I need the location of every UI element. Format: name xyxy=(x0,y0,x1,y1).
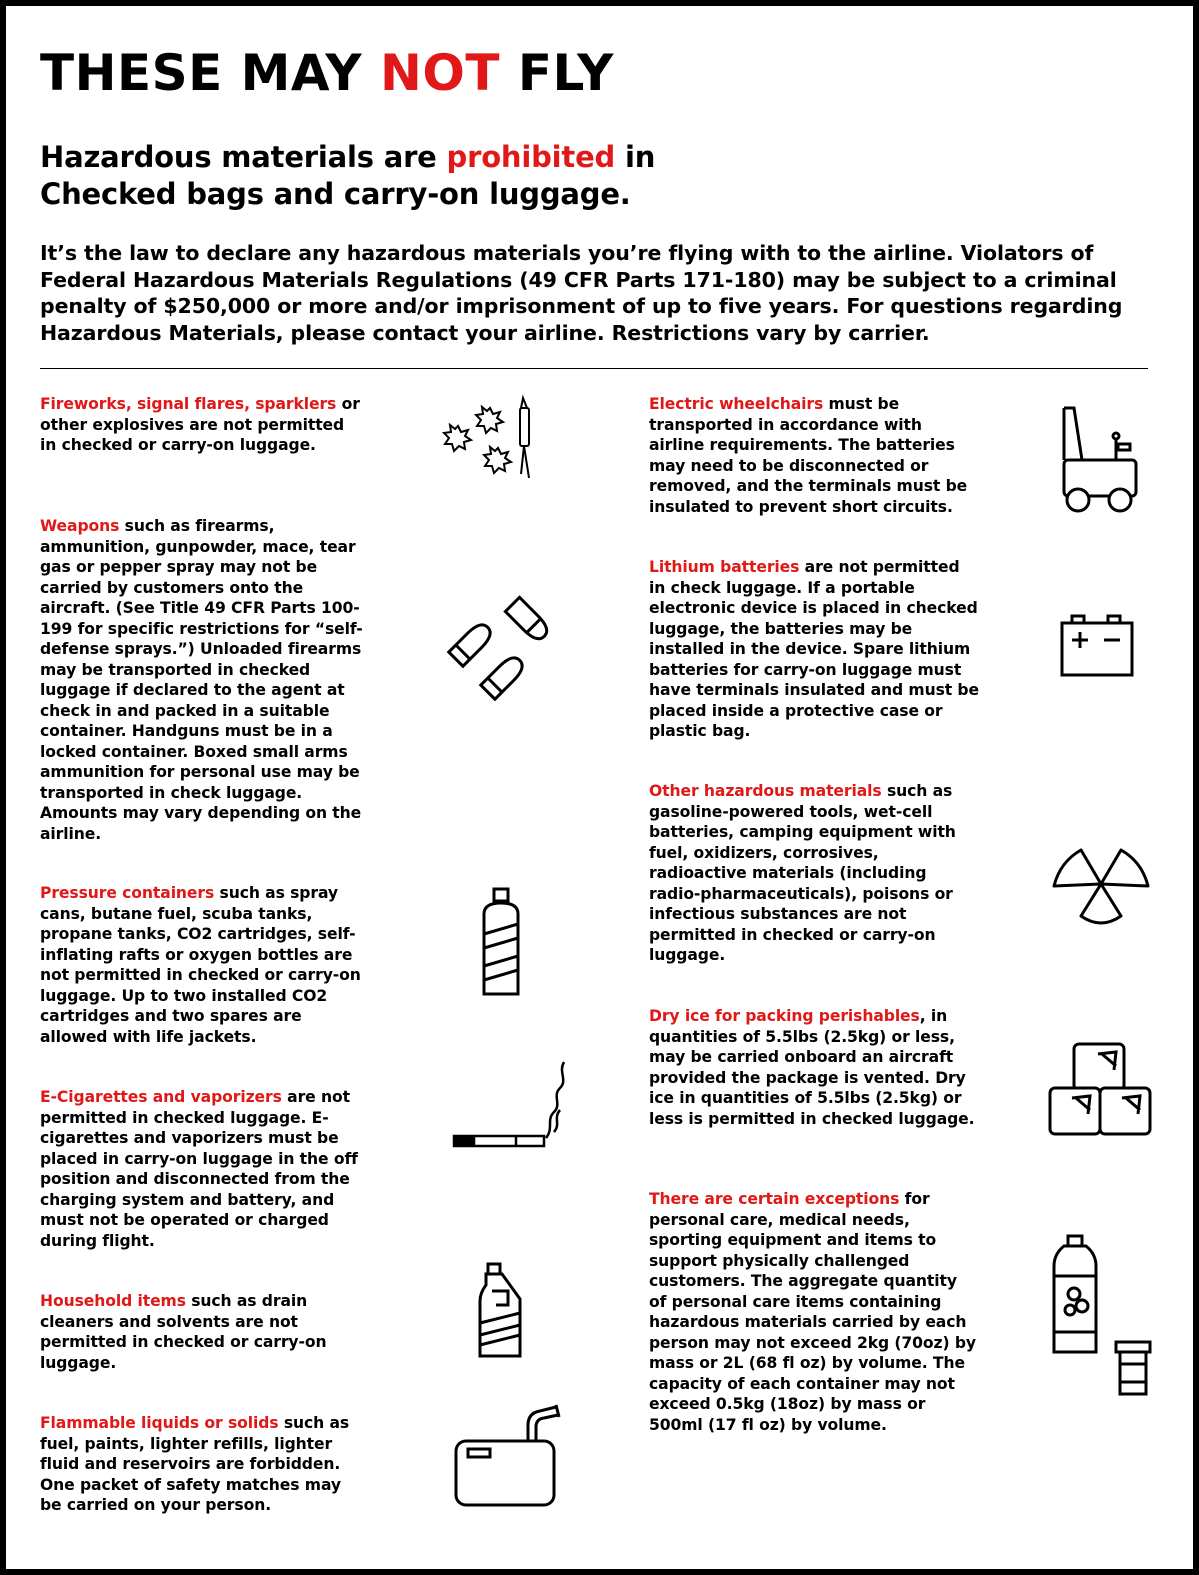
medicine-bottles-icon xyxy=(1044,1232,1154,1397)
ice-cubes-icon xyxy=(1044,1040,1154,1144)
e-cigarette-icon xyxy=(446,1058,576,1153)
item-text: are not permitted in check luggage. If a portable electronic device is placed in checked luggage, the batteries may be installed in the device. Spare lithium batteries for carry-on luggage must have terminals insulated and must be placed inside a protective case or plastic bag. xyxy=(649,558,979,740)
fuel-can-icon xyxy=(448,1401,568,1516)
battery-icon xyxy=(1054,612,1140,682)
divider xyxy=(40,368,1148,369)
cleaner-bottle-icon xyxy=(472,1261,532,1361)
item-household xyxy=(40,1291,365,1373)
item-lead: Fireworks, signal flares, sparklers xyxy=(40,395,337,413)
intro-paragraph: It’s the law to declare any hazardous materials you’re flying with to the airline. Violators of Federal Hazardous Materials Regulations (49 CFR Parts 171-180) may be subject to a criminal penalty of $250,000 or more and/or imprisonment of up to five years. For questions regarding Hazardous Materials, please contact your airline. Restrictions vary by carrier. xyxy=(40,241,1123,345)
item-text: or other explosives are not permitted in checked or carry-on luggage. xyxy=(40,395,360,454)
item-text: such as drain cleaners and solvents are not permitted in checked or carry-on luggage. xyxy=(40,1292,327,1372)
item-lead: Flammable liquids or solids xyxy=(40,1414,279,1432)
item-lead: There are certain exceptions xyxy=(649,1190,900,1208)
item-text: such as fuel, paints, lighter refills, lighter fluid and reservoirs are forbidden. One packet of safety matches may be carried on your person. xyxy=(40,1414,350,1514)
subtitle-line-2: Checked bags and carry-on luggage. xyxy=(40,177,631,211)
item-exceptions xyxy=(649,1189,979,1435)
subtitle-part-3: in xyxy=(615,140,656,174)
item-lead: Lithium batteries xyxy=(649,558,800,576)
item-lead: Household items xyxy=(40,1292,186,1310)
item-weapons xyxy=(40,516,365,844)
item-text: such as firearms, ammunition, gunpowder, mace, tear gas or pepper spray may not be carried by customers onto the aircraft. (See Title 49 CFR Parts 100-199 for specific restrictions for “self-defense sprays.”) Unloaded firearms may be transported in checked luggage if declared to the agent at check in and packed in a suitable container. Handguns must be in a locked container. Boxed small arms ammunition for personal use may be transported in check luggage. Amounts may vary depending on the airline. xyxy=(40,517,363,843)
item-lead: E-Cigarettes and vaporizers xyxy=(40,1088,282,1106)
item-flammable xyxy=(40,1413,365,1516)
subtitle xyxy=(40,139,1140,213)
item-text: for personal care, medical needs, sporting equipment and items to support physically challenged customers. The aggregate quantity of personal care items containing hazardous materials carried by each person may not exceed 2kg (70oz) by mass or 2L (68 fl oz) by volume. The capacity of each container may not exceed 0.5kg (18oz) by mass or 500ml (17 fl oz) by volume. xyxy=(649,1190,976,1434)
title-part-3: FLY xyxy=(499,44,614,102)
item-text: are not permitted in checked luggage. E-cigarettes and vaporizers must be placed in carry-on luggage in the off position and disconnected from the charging system and battery, and must not be operated or charged during flight. xyxy=(40,1088,358,1250)
item-text: such as spray cans, butane fuel, scuba tanks, propane tanks, CO2 cartridges, self-inflating rafts or oxygen bottles are not permitted in checked or carry-on luggage. Up to two installed CO2 cartridges and two spares are allowed with life jackets. xyxy=(40,884,361,1046)
item-lead: Other hazardous materials xyxy=(649,782,882,800)
bullets-icon xyxy=(440,590,570,710)
item-e-cigarettes xyxy=(40,1087,365,1251)
spray-can-icon xyxy=(474,886,530,1001)
title-emphasis: NOT xyxy=(379,44,500,102)
item-dry-ice xyxy=(649,1006,979,1129)
item-wheelchairs xyxy=(649,394,979,517)
item-lithium xyxy=(649,557,979,742)
item-other-hazardous xyxy=(649,781,979,966)
item-fireworks xyxy=(40,394,365,456)
item-text: such as gasoline-powered tools, wet-cell batteries, camping equipment with fuel, oxidizers, corrosives, radioactive materials (including radio-pharmaceuticals), poisons or infectious substances are not permitted in checked or carry-on luggage. xyxy=(649,782,956,964)
subtitle-emphasis: prohibited xyxy=(446,140,616,174)
title-part-1: THESE MAY xyxy=(40,44,380,102)
subtitle-part-1: Hazardous materials are xyxy=(40,140,447,174)
item-lead: Pressure containers xyxy=(40,884,215,902)
wheelchair-icon xyxy=(1054,404,1144,519)
item-lead: Weapons xyxy=(40,517,120,535)
item-lead: Electric wheelchairs xyxy=(649,395,824,413)
item-text: must be transported in accordance with airline requirements. The batteries may need to be disconnected or removed, and the terminals must be insulated to prevent short circuits. xyxy=(649,395,968,516)
page-title xyxy=(40,46,614,101)
radiation-icon xyxy=(1046,836,1156,936)
item-pressure-containers xyxy=(40,883,365,1047)
fireworks-icon xyxy=(434,394,544,484)
item-text: , in quantities of 5.5lbs (2.5kg) or less, may be carried onboard an aircraft provided the package is vented. Dry ice in quantities of 5.5lbs (2.5kg) or less is permitted in checked luggage. xyxy=(649,1007,975,1128)
item-lead: Dry ice for packing perishables xyxy=(649,1007,920,1025)
